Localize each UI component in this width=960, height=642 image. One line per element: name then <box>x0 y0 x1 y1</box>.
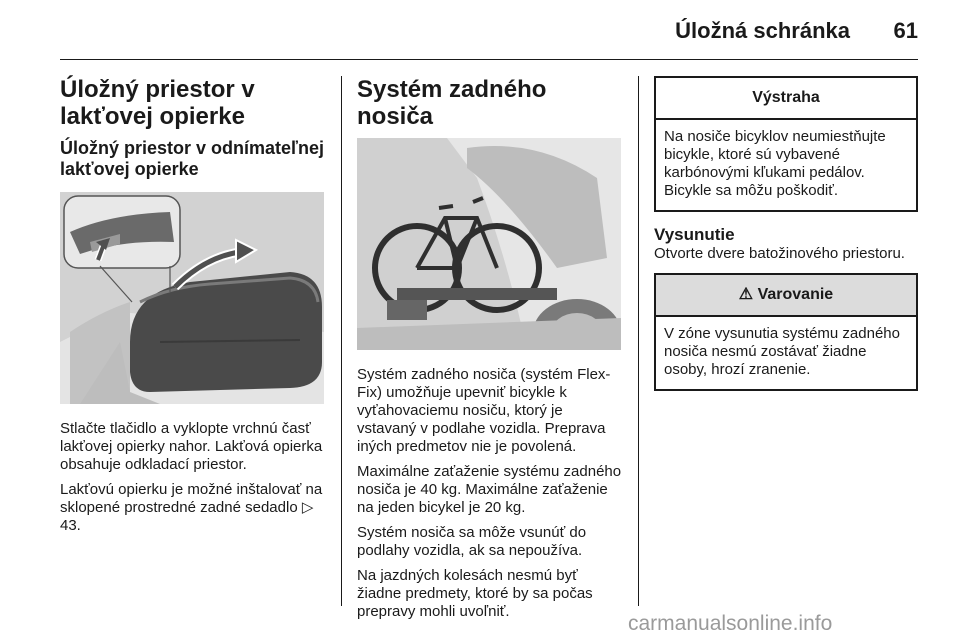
caution-text: Na nosiče bicyklov neumiestňujte bicykle, ktoré sú vybavené karbónovými kľukami pedálov. Bicykle sa môžu poškodiť. <box>664 128 886 199</box>
extend-instruction: Otvorte dvere batožinového priestoru. <box>654 245 905 262</box>
armrest-instruction-paragraph: Stlačte tlačidlo a vyklopte vrchnú časť lakťovej opierky nahor. Lakťová opierka obsahuje odkladací priestor. <box>60 420 323 473</box>
page-number: 61 <box>893 18 918 43</box>
armrest-install-paragraph <box>60 481 326 535</box>
carrier-description-paragraph: Systém zadného nosiča (systém Flex-Fix) umožňuje upevniť bicykle k vyťahovaciemu nosiču, ktorý je vstavaný v podlahe vozidla. Preprava iných predmetov nie je povolená. <box>357 366 611 455</box>
carrier-wheels-paragraph: Na jazdných kolesách nesmú byť žiadne predmety, ktoré by sa počas prepravy mohli uvoľniť. <box>357 567 593 620</box>
column-divider-1 <box>341 76 342 606</box>
carrier-stow-paragraph: Systém nosiča sa môže vsunúť do podlahy vozidla, ak sa nepoužíva. <box>357 524 587 559</box>
caution-box <box>654 76 918 212</box>
page-reference-link[interactable]: 43. <box>60 517 81 534</box>
column-armrest <box>60 76 326 542</box>
column-rear-carrier <box>357 76 623 628</box>
warning-triangle-icon: ⚠ <box>738 286 754 303</box>
section-heading-rear-carrier: Systém zadného nosiča <box>357 76 547 130</box>
warning-title: Varovanie <box>757 286 834 303</box>
warning-box <box>654 273 918 391</box>
column-divider-2 <box>638 76 639 606</box>
bicycle-carrier-illustration <box>357 138 621 350</box>
subheading-removable-armrest: Úložný priestor v odnímateľnej lakťovej opierke <box>60 138 324 179</box>
warning-text: V zóne vysunutia systému zadného nosiča nesmú zostávať žiadne osoby, hrozí zranenie. <box>664 325 900 378</box>
armrest-illustration <box>60 192 324 404</box>
section-heading-armrest: Úložný priestor v lakťovej opierke <box>60 76 255 130</box>
column-extend <box>654 76 918 391</box>
warning-header <box>656 275 916 317</box>
armrest-install-text: Lakťovú opierku je možné inštalovať na sklopené prostredné zadné sedadlo <box>60 481 323 516</box>
page-header-title: Úložná schránka <box>675 18 850 43</box>
subheading-extend: Vysunutie <box>654 225 735 244</box>
header-rule <box>60 59 918 60</box>
watermark: carmanualsonline.info <box>628 612 833 635</box>
caution-title: Výstraha <box>656 78 916 120</box>
carrier-load-paragraph: Maximálne zaťaženie systému zadného nosiča je 40 kg. Maximálne zaťaženie na jeden bicykel je 20 kg. <box>357 463 622 516</box>
page-reference-triangle-icon: ▷ <box>301 499 314 516</box>
